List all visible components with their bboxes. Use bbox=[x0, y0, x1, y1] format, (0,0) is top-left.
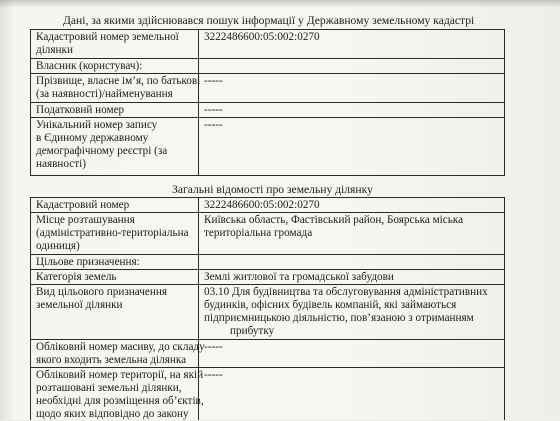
table-border-left bbox=[30, 197, 31, 420]
label-territory-number-line4: щодо яких відповідно до закону bbox=[36, 408, 189, 420]
value-location: Київська область, Фастівський район, Боярська міська bbox=[204, 214, 464, 226]
label-territory-number-line3: необхідні для розміщення об’єктів, bbox=[36, 395, 204, 407]
value-location-line2: територіальна громада bbox=[204, 227, 313, 239]
page-edge-shadow bbox=[0, 0, 560, 8]
value-cadastral-number-search: 3222486600:05:002:0270 bbox=[204, 31, 320, 43]
row-divider bbox=[30, 212, 504, 213]
label-purpose: Цільове призначення: bbox=[36, 256, 140, 268]
label-demographic-record-line4: наявності) bbox=[36, 158, 86, 170]
label-territory-number: Обліковий номер території, на якій bbox=[36, 369, 204, 381]
table-border-right bbox=[504, 197, 505, 420]
label-land-category: Категорія земель bbox=[36, 271, 117, 283]
value-purpose-type-line3: підприємницькою діяльністю, пов’язаною з отриманням bbox=[204, 312, 474, 324]
row-divider bbox=[30, 254, 504, 255]
section-heading-general-info: Загальні відомості про земельну ділянку bbox=[172, 183, 373, 196]
row-divider bbox=[30, 58, 504, 59]
value-cadastral-number: 3222486600:05:002:0270 bbox=[204, 199, 320, 211]
row-divider bbox=[30, 367, 504, 368]
label-demographic-record-line2: в Єдиному державному bbox=[36, 132, 149, 144]
row-divider bbox=[30, 73, 504, 74]
table-border-right bbox=[504, 29, 505, 176]
label-massif-number-line2: якого входить земельна ділянка bbox=[36, 354, 187, 366]
label-location-line3: одиниця) bbox=[36, 240, 80, 252]
label-owner-name: Прізвище, власне ім’я, по батькові bbox=[36, 75, 201, 87]
row-divider bbox=[30, 284, 504, 285]
table-border-top bbox=[30, 29, 504, 30]
row-divider bbox=[30, 117, 504, 118]
label-location: Місце розташування bbox=[36, 214, 135, 226]
value-territory-number: ----- bbox=[204, 369, 223, 381]
row-divider bbox=[30, 339, 504, 340]
value-tax-number: ----- bbox=[204, 104, 223, 116]
value-purpose-type-line2: будинків, офісних будівель компаній, які займаються bbox=[204, 299, 457, 311]
value-purpose-type-line4: прибутку bbox=[230, 325, 275, 337]
value-demographic-record: ----- bbox=[204, 119, 223, 131]
table-border-bottom bbox=[30, 175, 504, 176]
value-land-category: Землі житлової та громадської забудови bbox=[204, 271, 394, 283]
label-purpose-type-line2: земельної ділянки bbox=[36, 299, 123, 311]
row-divider bbox=[30, 102, 504, 103]
label-demographic-record-line3: демографічному реєстрі (за bbox=[36, 145, 168, 157]
label-owner-name-line2: (за наявності)/найменування bbox=[36, 88, 173, 100]
table-column-divider bbox=[198, 197, 199, 420]
table-border-top bbox=[30, 197, 504, 198]
label-demographic-record: Унікальний номер запису bbox=[36, 119, 158, 131]
label-location-line2: (адміністративно-територіальна bbox=[36, 227, 189, 239]
section-heading-search-data: Дані, за якими здійснювався пошук інформації у Державному земельному кадастрі bbox=[63, 14, 475, 27]
label-owner: Власник (користувач): bbox=[36, 60, 143, 72]
value-owner-name: ----- bbox=[204, 75, 223, 87]
label-cadastral-number-search: Кадастровий номер земельної bbox=[36, 31, 179, 43]
row-divider bbox=[30, 269, 504, 270]
label-territory-number-line2: розташовані земельні ділянки, bbox=[36, 382, 182, 394]
label-tax-number: Податковий номер bbox=[36, 104, 125, 116]
label-cadastral-number: Кадастровий номер bbox=[36, 199, 130, 211]
label-massif-number: Обліковий номер масиву, до складу bbox=[36, 341, 205, 353]
value-massif-number: ----- bbox=[204, 341, 223, 353]
label-cadastral-number-search-line2: ділянки bbox=[36, 44, 73, 56]
label-purpose-type: Вид цільового призначення bbox=[36, 286, 168, 298]
value-purpose-type: 03.10 Для будівництва та обслуговування адміністративних bbox=[204, 286, 488, 298]
